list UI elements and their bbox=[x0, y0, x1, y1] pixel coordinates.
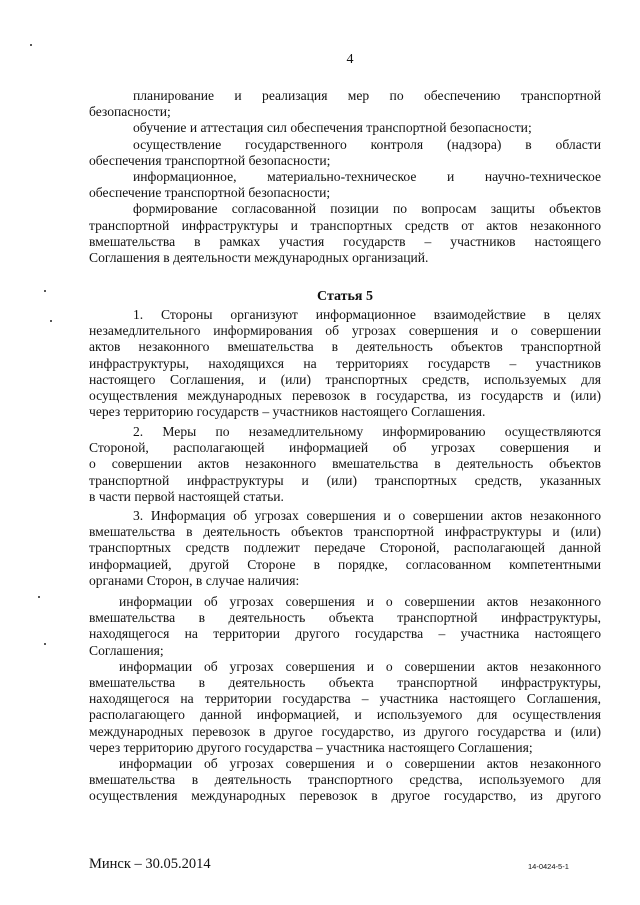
text-line: формирование согласованной позиции по вопросам защиты объектов bbox=[133, 201, 601, 217]
text-line: через территорию государств – участников настоящего Соглашения. bbox=[89, 404, 486, 420]
paragraph-1 bbox=[89, 307, 601, 420]
text-line: обеспечение транспортной безопасности; bbox=[89, 185, 331, 201]
list-item bbox=[89, 659, 601, 756]
text-line: вмешательства в деятельность объекта транспортной инфраструктуры, bbox=[89, 674, 601, 690]
text-line: Соглашения; bbox=[89, 642, 164, 658]
footer-document-code: 14-0424-5-1 bbox=[528, 862, 569, 871]
list-item bbox=[89, 756, 601, 805]
list-item bbox=[89, 120, 601, 136]
text-line: вмешательства в деятельность транспортного средства, используемого для bbox=[89, 772, 601, 788]
text-line: 3. Информация об угрозах совершения и о совершении актов незаконного bbox=[133, 508, 601, 523]
text-line: транспортных средств подлежит передаче Стороной, располагающей данной bbox=[89, 540, 601, 556]
article-heading: Статья 5 bbox=[317, 289, 373, 304]
text-line: осуществление государственного контроля (надзора) в области bbox=[133, 136, 601, 152]
sub-items bbox=[89, 594, 601, 804]
text-line: информационное, материально-техническое и научно-техническое bbox=[133, 168, 601, 184]
scan-speck bbox=[30, 44, 32, 46]
text-line: планирование и реализация мер по обеспечению транспортной bbox=[133, 88, 601, 103]
scan-speck bbox=[50, 320, 52, 322]
list-item bbox=[89, 88, 601, 120]
text-line: о совершении актов незаконного вмешательства в деятельность объектов bbox=[89, 456, 601, 472]
list-item bbox=[89, 201, 601, 266]
text-line: Стороной, располагающей информацией об угрозах совершения и bbox=[89, 440, 601, 456]
list-block bbox=[89, 88, 601, 266]
text-line: находящегося на территории государства – участника настоящего Соглашения, bbox=[89, 691, 601, 707]
text-line: информацией, другой Стороне в порядке, согласованном компетентными bbox=[89, 556, 601, 572]
footer-place-date: Минск – 30.05.2014 bbox=[89, 856, 211, 872]
text-line: осуществления международных перевозок в государства, из государств и (или) bbox=[89, 387, 601, 403]
text-line: вмешательства в деятельность объекта транспортной инфраструктуры, bbox=[89, 610, 601, 626]
text-line: информации об угрозах совершения и о совершении актов незаконного bbox=[119, 658, 601, 674]
scan-speck bbox=[44, 643, 46, 645]
list-item bbox=[89, 137, 601, 169]
text-line: располагающего данной информацией, и используемого для осуществления bbox=[89, 707, 601, 723]
text-line: вмешательства в рамках участия государств – участников настоящего bbox=[89, 233, 601, 249]
text-line: вмешательства в деятельность объектов транспортной инфраструктуры и (или) bbox=[89, 524, 601, 540]
text-line: безопасности; bbox=[89, 104, 171, 120]
text-line: обучение и аттестация сил обеспечения транспортной безопасности; bbox=[133, 120, 532, 136]
text-line: актов незаконного вмешательства в деятельность объектов транспортной bbox=[89, 339, 601, 355]
text-line: обеспечения транспортной безопасности; bbox=[89, 152, 331, 168]
text-line: незамедлительного информирования об угрозах совершения и о совершении bbox=[89, 323, 601, 339]
text-line: информации об угрозах совершения и о совершении актов незаконного bbox=[119, 594, 601, 609]
text-line: через территорию другого государства – участника настоящего Соглашения; bbox=[89, 739, 533, 755]
text-line: транспортной инфраструктуры и (или) транспортных средств, указанных bbox=[89, 472, 601, 488]
text-line: в части первой настоящей статьи. bbox=[89, 488, 284, 504]
text-line: Соглашения в деятельности международных организаций. bbox=[89, 249, 429, 265]
text-line: 1. Стороны организуют информационное взаимодействие в целях bbox=[133, 307, 601, 322]
paragraph-2 bbox=[89, 424, 601, 505]
text-line: международных перевозок в другое государство, из другого государства и (или) bbox=[89, 723, 601, 739]
paragraph-3 bbox=[89, 508, 601, 589]
text-line: транспортной инфраструктуры и транспортных средств от актов незаконного bbox=[89, 217, 601, 233]
page-number: 4 bbox=[346, 52, 354, 67]
text-line: настоящего Соглашения, и (или) транспортных средств, используемых для bbox=[89, 371, 601, 387]
scan-speck bbox=[38, 596, 40, 598]
list-item bbox=[89, 169, 601, 201]
text-line: информации об угрозах совершения и о совершении актов незаконного bbox=[119, 755, 601, 771]
list-item bbox=[89, 594, 601, 659]
text-line: находящегося на территории другого государства – участника настоящего bbox=[89, 626, 601, 642]
text-line: 2. Меры по незамедлительному информированию осуществляются bbox=[133, 424, 601, 439]
text-line: инфраструктуры, находящихся на территориях государств – участников bbox=[89, 355, 601, 371]
text-line: осуществления международных перевозок в другое государство, из другого bbox=[89, 788, 601, 804]
text-line: органами Сторон, в случае наличия: bbox=[89, 572, 300, 588]
scan-speck bbox=[44, 290, 46, 292]
